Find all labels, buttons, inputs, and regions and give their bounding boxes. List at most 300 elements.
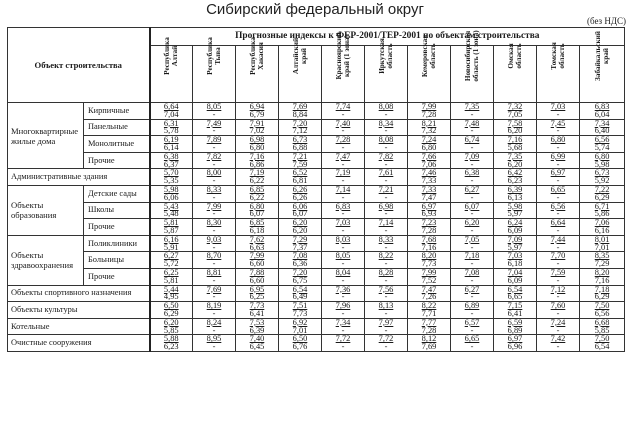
index-value-bottom: 6,07 [292, 209, 308, 219]
index-cell [537, 302, 580, 319]
index-cell [408, 285, 451, 302]
index-value-top: 6,99 [550, 151, 566, 161]
index-value-top: 7,14 [378, 218, 394, 228]
index-cell [580, 252, 625, 269]
index-value-bottom: - [384, 159, 388, 169]
index-cell [193, 285, 236, 302]
index-value-top: 6,38 [464, 168, 480, 178]
column-header-label: Томская область [550, 42, 566, 70]
index-value-top: 7,15 [507, 301, 523, 311]
index-cell [236, 252, 279, 269]
index-value-top: 7,03 [335, 218, 351, 228]
index-cell [494, 169, 537, 186]
index-value-top: 5,98 [163, 184, 179, 194]
table-row [8, 235, 625, 252]
index-cell [236, 103, 279, 120]
index-value-bottom: - [470, 275, 474, 285]
index-cell [365, 335, 408, 352]
index-value-top: 8,34 [378, 118, 394, 128]
index-value-top: 8,13 [378, 301, 394, 311]
index-cell [580, 119, 625, 136]
index-value-bottom: 6,56 [594, 308, 610, 318]
index-value-bottom: 6,86 [249, 159, 265, 169]
index-cell [236, 119, 279, 136]
table-row [8, 152, 625, 169]
index-value-bottom: 5,85 [594, 325, 610, 335]
index-value-bottom: 6,60 [249, 259, 265, 269]
index-cell [537, 202, 580, 219]
table-row [8, 335, 625, 352]
index-value-top: 5,70 [163, 168, 179, 178]
index-cell [322, 318, 365, 335]
table-row [8, 318, 625, 335]
column-header [193, 37, 236, 103]
index-value-bottom: - [384, 209, 388, 219]
index-value-top: 7,35 [507, 151, 523, 161]
index-cell [322, 268, 365, 285]
vat-note: (без НДС) [586, 16, 626, 26]
index-value-top: 8,81 [206, 267, 222, 277]
index-value-top: 6,95 [249, 284, 265, 294]
index-value-top: 8,05 [206, 102, 222, 111]
index-value-bottom: 6,25 [249, 292, 265, 302]
index-value-top: 7,47 [335, 151, 351, 161]
column-header [236, 37, 279, 103]
index-value-bottom: 6,41 [249, 308, 265, 318]
row-subcategory: Панельные [84, 119, 150, 136]
index-value-bottom: 7,32 [421, 126, 437, 136]
index-value-top: 7,58 [507, 118, 523, 128]
column-header-label: Иркутская область [378, 38, 394, 74]
index-value-bottom: 5,92 [594, 176, 610, 186]
index-value-bottom: - [556, 192, 560, 202]
index-value-bottom: 7,28 [421, 225, 437, 235]
index-value-top: 7,04 [507, 267, 523, 277]
index-value-bottom: 4,95 [163, 292, 179, 302]
column-header [279, 37, 322, 103]
index-cell [365, 185, 408, 202]
index-cell [365, 252, 408, 269]
index-value-bottom: 6,88 [292, 142, 308, 152]
index-value-bottom: 6,45 [249, 342, 265, 352]
index-value-bottom: - [212, 209, 216, 219]
index-value-bottom: 6,76 [292, 342, 308, 352]
index-value-top: 5,81 [163, 218, 179, 228]
index-value-top: 7,18 [594, 284, 610, 294]
table-row [8, 136, 625, 153]
index-value-top: 7,12 [550, 284, 566, 294]
table-row [8, 202, 625, 219]
index-value-top: 7,20 [292, 118, 308, 128]
index-cell [193, 169, 236, 186]
index-value-top: 6,65 [550, 184, 566, 194]
index-value-bottom: - [470, 176, 474, 186]
index-value-bottom: - [212, 159, 216, 169]
index-value-bottom: - [384, 225, 388, 235]
index-value-bottom: 6,63 [249, 242, 265, 252]
index-cell [236, 268, 279, 285]
index-value-top: 6,27 [464, 284, 480, 294]
index-cell [365, 103, 408, 120]
index-value-top: 7,19 [249, 168, 265, 178]
index-value-bottom: 6,80 [421, 142, 437, 152]
index-value-bottom: 7,16 [594, 275, 610, 285]
index-cell [150, 335, 193, 352]
index-value-bottom: 6,29 [594, 192, 610, 202]
index-value-top: 7,62 [249, 234, 265, 244]
index-value-bottom: 7,73 [292, 308, 308, 318]
index-value-bottom: 7,59 [292, 159, 308, 169]
row-category: Котельные [8, 318, 150, 335]
index-cell [451, 335, 494, 352]
index-cell [150, 252, 193, 269]
index-cell [537, 268, 580, 285]
index-value-bottom: - [470, 325, 474, 335]
index-cell [365, 302, 408, 319]
index-value-top: 8,33 [206, 184, 222, 194]
index-value-top: 8,22 [421, 301, 437, 311]
index-cell [322, 302, 365, 319]
table-row [8, 169, 625, 186]
index-cell [236, 136, 279, 153]
index-cell [322, 119, 365, 136]
index-value-top: 6,83 [594, 102, 610, 111]
index-value-bottom: - [470, 292, 474, 302]
index-value-bottom: 7,28 [421, 109, 437, 119]
index-value-bottom: 5,97 [507, 209, 523, 219]
index-cell [408, 136, 451, 153]
index-cell [580, 235, 625, 252]
index-cell [193, 119, 236, 136]
index-cell [365, 136, 408, 153]
index-value-bottom: - [341, 142, 345, 152]
index-value-top: 6,64 [550, 218, 566, 228]
index-cell [193, 268, 236, 285]
index-value-top: 7,40 [335, 118, 351, 128]
index-value-bottom: - [212, 126, 216, 136]
index-value-bottom: - [212, 259, 216, 269]
index-value-top: 6,54 [292, 284, 308, 294]
index-value-top: 6,54 [507, 284, 523, 294]
index-value-top: 7,48 [464, 118, 480, 128]
index-value-bottom: 5,87 [163, 225, 179, 235]
index-cell [494, 103, 537, 120]
index-cell [279, 252, 322, 269]
column-header-label: Омская область [507, 43, 523, 69]
index-cell [236, 318, 279, 335]
index-value-bottom: - [470, 308, 474, 318]
index-cell [150, 235, 193, 252]
index-value-bottom: - [470, 225, 474, 235]
index-cell [193, 335, 236, 352]
index-value-bottom: - [341, 259, 345, 269]
index-cell [193, 185, 236, 202]
index-value-top: 7,88 [249, 267, 265, 277]
index-cell [365, 152, 408, 169]
index-value-top: 7,08 [292, 251, 308, 261]
index-cell [494, 185, 537, 202]
index-value-top: 7,40 [249, 334, 265, 344]
index-value-bottom: - [341, 342, 345, 352]
column-header-label: Забайкальский край [594, 31, 611, 81]
index-value-bottom: 6,39 [249, 325, 265, 335]
index-cell [451, 119, 494, 136]
index-value-top: 8,12 [421, 334, 437, 344]
index-value-top: 8,20 [421, 251, 437, 261]
index-cell [451, 252, 494, 269]
index-value-top: 6,59 [507, 317, 523, 327]
index-cell [537, 235, 580, 252]
index-value-top: 8,08 [378, 135, 394, 145]
index-value-bottom: 6,22 [249, 192, 265, 202]
index-value-top: 7,34 [335, 317, 351, 327]
index-value-bottom: - [212, 275, 216, 285]
index-cell [279, 185, 322, 202]
index-value-top: 7,69 [292, 102, 308, 111]
index-value-bottom: 7,73 [421, 259, 437, 269]
index-value-top: 5,43 [163, 201, 179, 211]
index-value-bottom: - [341, 242, 345, 252]
index-cell [365, 285, 408, 302]
index-value-bottom: 6,37 [163, 159, 179, 169]
index-value-top: 6,24 [507, 218, 523, 228]
index-value-bottom: 5,91 [163, 242, 179, 252]
index-value-bottom: 6,22 [249, 176, 265, 186]
index-cell [494, 136, 537, 153]
index-value-top: 6,73 [594, 168, 610, 178]
index-value-bottom: 6,29 [163, 308, 179, 318]
column-header-label: Красноярский край (1 зона) [335, 32, 351, 80]
index-value-bottom: 7,04 [163, 109, 179, 119]
column-header-label: Новосибирская область (1 зона) [464, 30, 480, 82]
index-value-top: 8,05 [335, 251, 351, 261]
index-cell [580, 335, 625, 352]
index-value-bottom: - [556, 209, 560, 219]
index-value-bottom: 6,75 [292, 275, 308, 285]
index-value-top: 8,24 [206, 317, 222, 327]
index-value-top: 7,28 [335, 135, 351, 145]
index-value-bottom: - [384, 275, 388, 285]
row-subcategory: Монолитные [84, 136, 150, 153]
table-row [8, 252, 625, 269]
index-value-top: 6,98 [249, 135, 265, 145]
table-row [8, 285, 625, 302]
index-value-top: 6,65 [464, 334, 480, 344]
index-value-bottom: - [384, 308, 388, 318]
index-value-top: 6,68 [594, 317, 610, 327]
index-cell [193, 235, 236, 252]
index-value-top: 7,99 [249, 251, 265, 261]
index-value-top: 6,27 [163, 251, 179, 261]
index-cell [494, 318, 537, 335]
row-subcategory: Больницы [84, 252, 150, 269]
index-value-top: 6,64 [163, 102, 179, 111]
index-value-bottom: 6,07 [249, 209, 265, 219]
index-value-top: 5,44 [163, 284, 179, 294]
index-cell [451, 268, 494, 285]
index-cell [408, 185, 451, 202]
index-value-top: 7,08 [464, 267, 480, 277]
index-cell [236, 202, 279, 219]
index-value-top: 7,24 [550, 317, 566, 327]
index-cell [279, 152, 322, 169]
index-value-bottom: - [341, 225, 345, 235]
index-value-bottom: 6,14 [163, 142, 179, 152]
index-cell [537, 152, 580, 169]
index-value-top: 7,19 [335, 168, 351, 178]
index-value-bottom: 7,33 [421, 176, 437, 186]
row-category: Административные здания [8, 169, 150, 186]
index-cell [580, 302, 625, 319]
column-header-label: Республика Хакасия [249, 37, 265, 75]
index-cell [322, 185, 365, 202]
index-value-bottom: 6,40 [594, 126, 610, 136]
index-value-top: 7,47 [421, 284, 437, 294]
index-cell [365, 235, 408, 252]
index-cell [408, 235, 451, 252]
index-value-bottom: - [556, 292, 560, 302]
index-value-bottom: 6,18 [249, 225, 265, 235]
column-header [451, 30, 494, 103]
index-value-bottom: - [556, 342, 560, 352]
index-value-bottom: - [212, 325, 216, 335]
index-value-bottom: - [556, 308, 560, 318]
index-value-bottom: 6,09 [507, 225, 523, 235]
index-cell [279, 285, 322, 302]
index-value-bottom: 5,97 [507, 242, 523, 252]
index-cell [451, 302, 494, 319]
row-category: Многоквартирные жилые дома [8, 103, 84, 169]
index-value-bottom: - [384, 242, 388, 252]
index-cell [365, 318, 408, 335]
index-value-bottom: 5,72 [163, 259, 179, 269]
index-value-bottom: 6,65 [507, 292, 523, 302]
column-header [537, 42, 580, 103]
index-value-top: 7,09 [464, 151, 480, 161]
index-value-top: 7,44 [550, 234, 566, 244]
index-value-top: 8,21 [421, 118, 437, 128]
index-value-top: 7,14 [335, 184, 351, 194]
index-cell [451, 185, 494, 202]
index-cell [150, 103, 193, 120]
index-value-bottom: - [470, 192, 474, 202]
index-cell [322, 152, 365, 169]
index-value-bottom: - [341, 192, 345, 202]
index-value-top: 6,74 [464, 135, 480, 145]
index-value-bottom: 7,71 [421, 308, 437, 318]
index-cell [150, 152, 193, 169]
index-value-top: 6,83 [335, 201, 351, 211]
index-value-bottom: 7,52 [421, 275, 437, 285]
index-value-bottom: - [212, 242, 216, 252]
index-cell [365, 202, 408, 219]
index-value-bottom: - [556, 242, 560, 252]
index-value-top: 6,80 [550, 135, 566, 145]
index-value-bottom: 6,41 [507, 308, 523, 318]
column-header-label: Кемеровская область [421, 34, 437, 78]
index-cell [408, 152, 451, 169]
index-cell [150, 268, 193, 285]
index-value-top: 8,19 [206, 301, 222, 311]
index-cell [322, 169, 365, 186]
index-value-bottom: 5,98 [594, 159, 610, 169]
index-value-top: 9,03 [206, 234, 222, 244]
index-value-bottom: 7,28 [421, 325, 437, 335]
column-header [494, 43, 537, 103]
index-cell [150, 185, 193, 202]
index-value-top: 6,31 [163, 118, 179, 128]
index-value-top: 6,19 [163, 135, 179, 145]
index-value-top: 7,09 [507, 234, 523, 244]
index-value-bottom: - [212, 192, 216, 202]
index-value-bottom: - [556, 259, 560, 269]
index-cell [236, 235, 279, 252]
index-value-top: 6,06 [292, 201, 308, 211]
index-cell [451, 136, 494, 153]
index-value-bottom: 6,06 [163, 192, 179, 202]
index-value-top: 6,97 [550, 168, 566, 178]
column-header-label: Алтайский край [292, 37, 308, 75]
index-cell [537, 103, 580, 120]
index-cell [365, 169, 408, 186]
index-value-top: 7,61 [378, 168, 394, 178]
index-cell [236, 152, 279, 169]
index-value-top: 7,29 [292, 234, 308, 244]
index-value-bottom: 5,78 [163, 126, 179, 136]
page-title: Сибирский федеральный округ [206, 1, 424, 18]
row-subcategory: Прочие [84, 219, 150, 236]
index-value-top: 7,20 [292, 267, 308, 277]
index-value-top: 6,26 [292, 184, 308, 194]
row-subcategory: Поликлиники [84, 235, 150, 252]
index-value-bottom: 6,20 [507, 126, 523, 136]
index-cell [193, 136, 236, 153]
index-value-bottom: - [556, 176, 560, 186]
index-value-bottom: 7,47 [421, 192, 437, 202]
index-value-top: 7,82 [378, 151, 394, 161]
index-cell [580, 202, 625, 219]
index-cell [322, 103, 365, 120]
index-value-bottom: - [556, 325, 560, 335]
index-value-top: 7,73 [249, 301, 265, 311]
index-cell [150, 302, 193, 319]
row-subcategory: Школы [84, 202, 150, 219]
index-value-bottom: 5,85 [163, 325, 179, 335]
index-value-top: 7,23 [421, 218, 437, 228]
index-value-top: 7,18 [464, 251, 480, 261]
index-value-top: 7,99 [206, 201, 222, 211]
index-cell [150, 202, 193, 219]
index-value-top: 7,50 [594, 334, 610, 344]
table-row [8, 219, 625, 236]
index-value-bottom: - [384, 292, 388, 302]
index-value-bottom: - [470, 242, 474, 252]
index-cell [537, 169, 580, 186]
index-value-top: 7,59 [550, 267, 566, 277]
row-category: Объекты спортивного назначения [8, 285, 150, 302]
index-cell [494, 302, 537, 319]
index-cell [580, 285, 625, 302]
index-cell [580, 268, 625, 285]
index-value-top: 6,89 [464, 301, 480, 311]
row-subcategory: Кирпичные [84, 103, 150, 120]
index-value-bottom: - [341, 275, 345, 285]
index-value-bottom: 7,01 [594, 242, 610, 252]
index-cell [365, 219, 408, 236]
index-value-bottom: - [341, 292, 345, 302]
index-value-top: 8,20 [594, 267, 610, 277]
index-value-top: 7,05 [464, 234, 480, 244]
